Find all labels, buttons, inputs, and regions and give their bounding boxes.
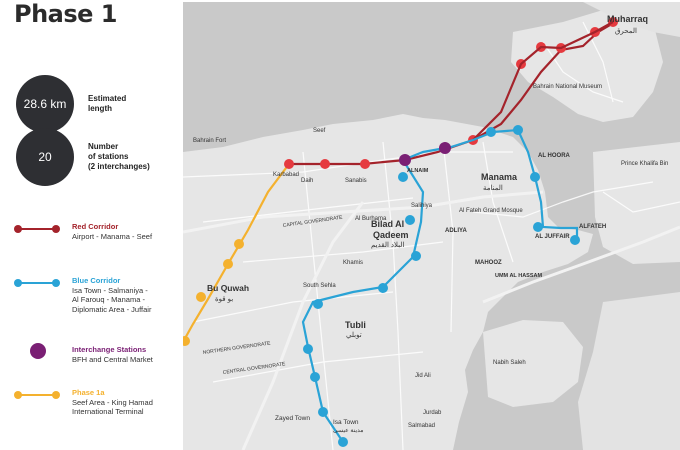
stat-stations (16, 128, 150, 186)
interchange-central-market[interactable] (439, 142, 451, 154)
phase1a-desc: Seef Area - King Hamad International Terminal (72, 397, 153, 416)
label-al-hoora: AL HOORA (538, 153, 570, 159)
stat-length (16, 75, 126, 133)
label-muharraq-ar: المحرق (615, 28, 637, 35)
label-seef: Seef (313, 128, 326, 134)
phase1a-station[interactable] (223, 259, 233, 269)
label-salmabad: Salmabad (408, 423, 436, 429)
label-central-gov: CENTRAL GOVERNORATE (222, 361, 286, 376)
phase1a-station[interactable] (196, 292, 206, 302)
label-bahrain-national-museum: Bahrain National Museum (533, 84, 603, 90)
label-al-fateh-mosque: Al Fateh Grand Mosque (459, 208, 523, 214)
label-isa-town: Isa Town (333, 419, 359, 426)
label-karbabad: Karbabad (273, 172, 300, 178)
label-bilad-1: Bilad Al (371, 219, 405, 229)
red-corridor-desc: Airport - Manama - Seef (72, 231, 153, 241)
blue-station[interactable] (513, 125, 523, 135)
metro-map[interactable] (183, 2, 680, 450)
blue-station[interactable] (405, 215, 415, 225)
interchange-bfh[interactable] (399, 154, 411, 166)
phase1a-station[interactable] (234, 239, 244, 249)
blue-station[interactable] (313, 299, 323, 309)
interchange-desc: BFH and Central Market (72, 354, 153, 364)
blue-station[interactable] (411, 251, 421, 261)
blue-corridor-desc: Isa Town - Salmaniya - Al Farouq - Manama - Diplomatic Area - Juffair (72, 285, 152, 314)
label-bilad-2: Qadeem (373, 230, 409, 240)
label-jidali: Jid Ali (415, 373, 431, 379)
red-station[interactable] (360, 159, 370, 169)
label-mahooz: MAHOOZ (475, 260, 502, 266)
blue-station[interactable] (310, 372, 320, 382)
label-bu-quwah: Bu Quwah (207, 283, 250, 293)
red-corridor-swatch (12, 222, 62, 236)
blue-station[interactable] (338, 437, 348, 447)
interchange-swatch (12, 345, 62, 359)
red-corridor-name: Red Corridor (72, 222, 119, 231)
blue-station[interactable] (570, 235, 580, 245)
label-muharraq: Muharraq (607, 14, 649, 24)
map-svg (183, 2, 680, 450)
legend-phase1a (12, 388, 153, 417)
page-title: Phase 1 (14, 0, 117, 28)
label-isa-town-ar: مدينة عيسى (333, 428, 364, 434)
label-northern-gov: NORTHERN GOVERNORATE (202, 340, 271, 356)
blue-station[interactable] (533, 222, 543, 232)
label-tubli: Tubli (345, 320, 366, 330)
legend-blue-corridor (12, 276, 151, 314)
label-salihiya: Salihiya (411, 203, 433, 209)
blue-station[interactable] (530, 172, 540, 182)
phase1a-swatch (12, 388, 62, 402)
blue-station[interactable] (378, 283, 388, 293)
label-umm-al-hassam: UMM AL HASSAM (495, 273, 543, 279)
label-daih: Daih (301, 178, 314, 184)
label-al-burhama: Al Burhama (355, 216, 387, 222)
label-manama: Manama (481, 172, 518, 182)
blue-station[interactable] (303, 344, 313, 354)
blue-corridor-swatch (12, 276, 62, 290)
label-bahrain-fort: Bahrain Fort (193, 138, 227, 144)
label-tubli-ar: توبلي (346, 332, 362, 339)
blue-corridor-name: Blue Corridor (72, 276, 121, 285)
label-capital-gov: CAPITAL GOVERNORATE (282, 214, 343, 229)
label-khamis: Khamis (343, 260, 364, 266)
interchange-name: Interchange Stations (72, 345, 147, 354)
label-sanabis: Sanabis (345, 178, 367, 184)
red-station[interactable] (284, 159, 294, 169)
label-alfateh: ALFATEH (579, 224, 607, 230)
label-alnaim: ALNAIM (407, 168, 429, 174)
legend-red-corridor (12, 222, 152, 241)
stations-label: Number of stations (2 interchanges) (88, 142, 150, 171)
label-adliya: ADLIYA (445, 228, 467, 234)
label-nabih-saleh: Nabih Saleh (493, 360, 526, 366)
blue-station[interactable] (318, 407, 328, 417)
length-value-badge: 28.6 km (16, 75, 74, 133)
legend-interchange (12, 345, 153, 364)
label-al-juffair: AL JUFFAIR (535, 234, 570, 240)
label-bu-quwah-ar: بو قوة (215, 296, 234, 303)
label-south-sehla: South Sehla (303, 283, 336, 289)
stations-value-badge: 20 (16, 128, 74, 186)
label-manama-ar: المنامة (483, 185, 503, 192)
label-zayed-town: Zayed Town (275, 415, 310, 422)
blue-station[interactable] (486, 127, 496, 137)
red-station[interactable] (320, 159, 330, 169)
label-prince-khalifa: Prince Khalifa Bin (621, 161, 669, 167)
phase1a-name: Phase 1a (72, 388, 105, 397)
label-bilad-ar: البلاد القديم (371, 242, 405, 249)
length-label: Estimated length (88, 94, 127, 113)
label-jurdab: Jurdab (423, 410, 442, 416)
